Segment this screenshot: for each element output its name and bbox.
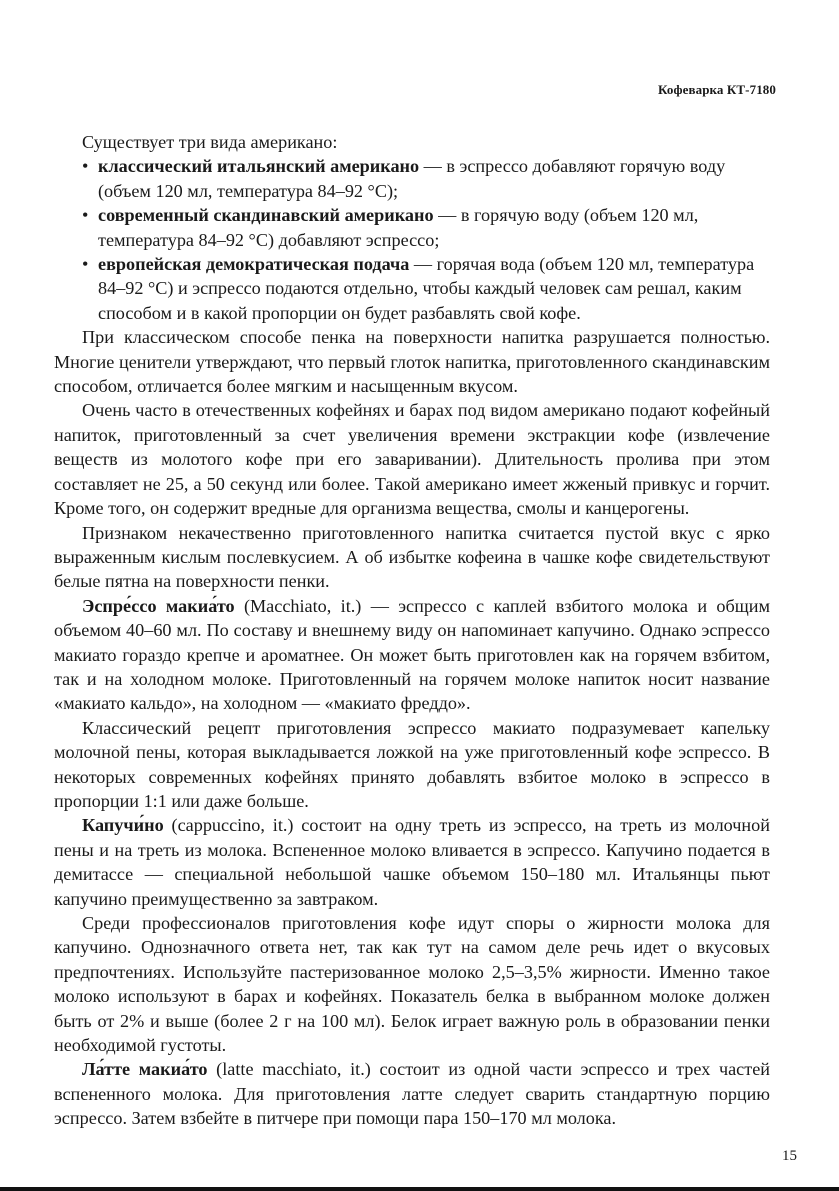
- americano-types-list: [54, 154, 770, 325]
- list-item: [72, 203, 770, 252]
- list-item: [72, 252, 770, 325]
- running-header: Кофеварка КТ-7180: [658, 82, 776, 97]
- bullet-icon: •: [82, 156, 89, 177]
- definition: — в эспрессо добавляют горячую воду (объем 120 мл, температура 84–92 °С);: [98, 156, 726, 201]
- bottom-divider: [0, 1187, 839, 1191]
- list-item: [72, 154, 770, 203]
- term: классический итальянский американо: [98, 156, 420, 177]
- intro-text: Существует три вида американо:: [82, 132, 338, 152]
- paragraph-text: (latte macchiato, it.) состоит из одной части эспрессо и трех частей вспененного молока. Для приготовления латте следует сварить стандартную порцию эспрессо. Затем взбейте в питчере при помощи пара 150–170 мл молока.: [54, 1059, 770, 1129]
- term: современный скандинавский американо: [98, 205, 434, 226]
- paragraph: [54, 911, 770, 1057]
- paragraph-text: Среди профессионалов приготовления кофе идут споры о жирности молока для капучино. Однозначного ответа нет, так как тут на самом деле речь идет о вкусовых предпочтениях. Используйте пастеризованное молоко 2,5–3,5% жирности. Именно такое молоко используют в барах и кофейнях. Показатель белка в выбранном молоке должен быть от 2% и выше (более 2 г на 100 мл). Белок играет важную роль в образовании пенки необходимой густоты.: [54, 913, 770, 1056]
- term: Капучи́но: [82, 815, 164, 836]
- paragraph-text: (cappuccino, it.) состоит на одну треть из эспрессо, на треть из молочной пены и на треть из молока. Вспененное молоко вливается в эспрессо. Капучино подается в демитассе — специальной небольшой чашке объемом 150–180 мл. Итальянцы пьют капучино преимущественно за завтраком.: [54, 815, 770, 909]
- paragraph: [54, 594, 770, 716]
- paragraph: [54, 398, 770, 520]
- paragraph: [54, 1057, 770, 1130]
- term: европейская демократическая подача: [98, 254, 410, 275]
- page-body: [54, 130, 770, 1131]
- paragraph: [54, 521, 770, 594]
- paragraph: [54, 716, 770, 814]
- paragraph-text: Классический рецепт приготовления эспрессо макиато подразумевает капельку молочной пены, которая выкладывается ложкой на уже приготовленный кофе эспрессо. В некоторых современных кофейнях принято добавлять взбитое молоко в эспрессо в пропорции 1:1 или даже больше.: [54, 717, 770, 811]
- paragraph: [54, 325, 770, 398]
- bullet-icon: •: [82, 254, 89, 275]
- paragraph-text: Признаком некачественно приготовленного напитка считается пустой вкус с ярко выраженным кислым послевкусием. А об избытке кофеина в чашке кофе свидетельствуют белые пятна на поверхности пенки.: [54, 522, 770, 592]
- paragraph-text: Очень часто в отечественных кофейнях и барах под видом американо подают кофейный напиток, приготовленный за счет увеличения времени экстракции кофе (извлечение веществ из молотого кофе при его заваривании). Длительность пролива при этом составляет не 25, а 50 секунд или более. Такой американо имеет жженый привкус и горчит. Кроме того, он содержит вредные для организма вещества, смолы и канцерогены.: [54, 400, 770, 519]
- bullet-icon: •: [82, 205, 89, 226]
- definition: — в горячую воду (объем 120 мл, температура 84–92 °С) добавляют эспрессо;: [98, 205, 699, 250]
- term: Ла́тте макиа́то: [82, 1059, 208, 1080]
- paragraph-text: При классическом способе пенка на поверхности напитка разрушается полностью. Многие ценители утверждают, что первый глоток напитка, приготовленного скандинавским способом, отличается более мягким и насыщенным вкусом.: [54, 327, 770, 397]
- paragraph: [54, 813, 770, 911]
- page-number: 15: [782, 1148, 797, 1164]
- definition: — горячая вода (объем 120 мл, температура 84–92 °С) и эспрессо подаются отдельно, чтобы каждый человек сам решал, каким способом и в какой пропорции он будет разбавлять свой кофе.: [98, 254, 755, 323]
- term: Эспре́ссо макиа́то: [82, 595, 235, 616]
- paragraph-text: (Macchiato, it.) — эспрессо с каплей взбитого молока и общим объемом 40–60 мл. По составу и внешнему виду он напоминает капучино. Однако эспрессо макиато гораздо крепче и ароматнее. Он может быть приготовлен как на горячем взбитом, так и на холодном молоке. Приготовленный на горячем молоке напиток носит название «макиато кальдо», на холодном — «макиато фреддо».: [54, 595, 770, 714]
